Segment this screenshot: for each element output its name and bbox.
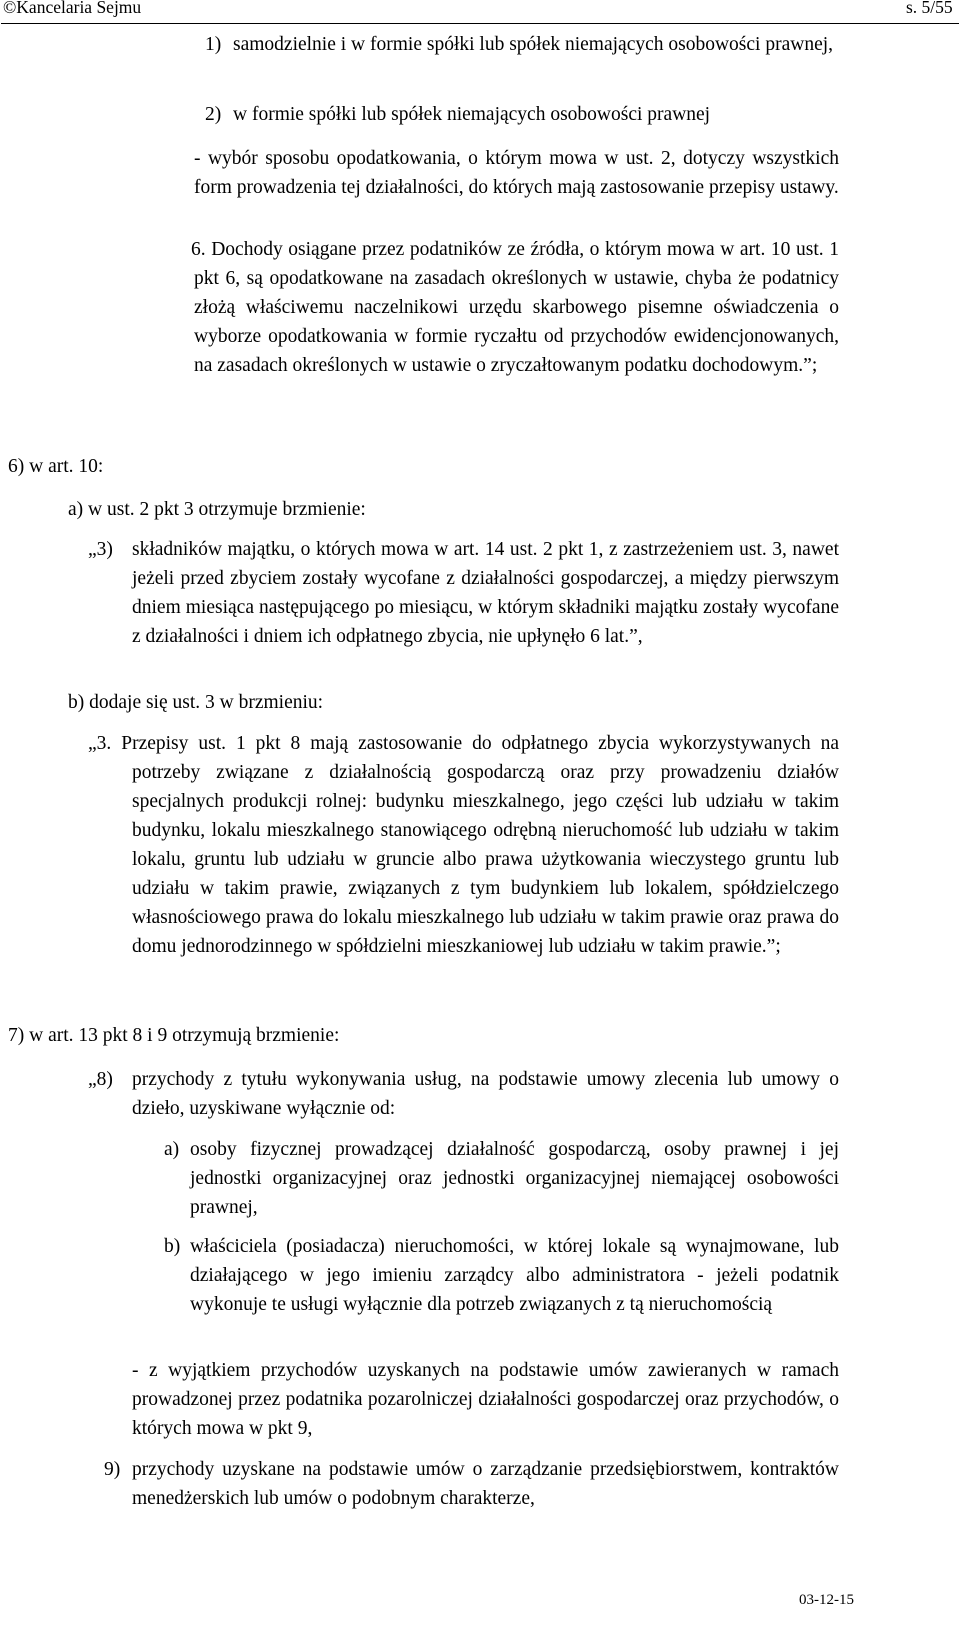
point-6b-heading: b) dodaje się ust. 3 w brzmieniu: — [68, 692, 324, 713]
paragraph-6: 6. Dochody osiągane przez podatników ze źródła, o którym mowa w art. 10 ust. 1 pkt 6, są opodatkowane na zasadach określonych w ustawie, chyba że podatnicy złożą właściwemu naczelnikowi urzędu skarbowego pisemne oświadczenia o wyborze opodatkowania w formie ryczałtu od przychodów ewidencjonowanych, na zasadach określonych w ustawie o zryczałtowanym podatku dochodowym.”; — [191, 239, 839, 376]
item-2-text: w formie spółki lub spółek niemających osobowości prawnej — [233, 104, 711, 125]
quote-ust-3-text: „3. Przepisy ust. 1 pkt 8 mają zastosowanie do odpłatnego zbycia wykorzystywanych na potrzeby związane z działalnością gospodarczą oraz przy prowadzeniu działów specjalnych produkcji rolnej: budynku mieszkalnego, jego części lub udziału w takim budynku, lokalu mieszkalnego stanowiącego odrębną nieruchomość lub udziału w takim lokalu, gruntu lub udziału w gruncie albo prawa użytkowania wieczystego gruntu lub udziału w takim prawie, związanych z tym budynkiem lub lokalem, spółdzielczego własnościowego prawa do lokalu mieszkalnego lub udziału w takim prawie oraz prawa do domu jednorodzinnego w spółdzielni mieszkaniowej lub udziału w takim prawie.”; — [88, 733, 839, 957]
point-6-heading: 6) w art. 10: — [8, 456, 104, 477]
point-7-heading: 7) w art. 13 pkt 8 i 9 otrzymują brzmienie: — [8, 1025, 340, 1046]
item-1-text: samodzielnie i w formie spółki lub spółek niemających osobowości prawnej, — [233, 34, 834, 55]
quote-ust-3 — [88, 729, 839, 961]
quote-3-number: „3) — [88, 539, 113, 560]
quote-8b-text: właściciela (posiadacza) nieruchomości, w której lokale są wynajmowane, lub działającego w jego imieniu zarządcy albo administratora - jeżeli podatnik wykonuje te usługi wyłącznie dla potrzeb związanych z tą nieruchomością — [190, 1236, 839, 1315]
quote-9-text: przychody uzyskane na podstawie umów o zarządzanie przedsiębiorstwem, kontraktów menedżerskich lub umów o podobnym charakterze, — [132, 1459, 839, 1509]
quote-8-text: przychody z tytułu wykonywania usług, na podstawie umowy zlecenia lub umowy o dzieło, uzyskiwane wyłącznie od: — [132, 1069, 839, 1119]
quote-8-dash: - z wyjątkiem przychodów uzyskanych na podstawie umów zawieranych w ramach prowadzonej przez podatnika pozarolniczej działalności gospodarczej oraz przychodów, o których mowa w pkt 9, — [132, 1360, 839, 1439]
item-2-number: 2) — [205, 104, 222, 125]
footer-date: 03-12-15 — [799, 1592, 854, 1608]
quote-8b-number: b) — [164, 1236, 181, 1257]
header-source: ©Kancelaria Sejmu — [3, 0, 142, 17]
header-divider — [1, 23, 959, 24]
quote-8a-text: osoby fizycznej prowadzącej działalność gospodarczą, osoby prawnej i jej jednostki organizacyjnej oraz jednostki organizacyjnej niemającej osobowości prawnej, — [190, 1139, 839, 1218]
quote-9-number: 9) — [104, 1459, 121, 1480]
quote-3-text: składników majątku, o których mowa w art. 14 ust. 2 pkt 1, z zastrzeżeniem ust. 3, nawet jeżeli przed zbyciem zostały wycofane z działalności gospodarczej, a między pierwszym dniem miesiąca następującego po miesiącu, w którym składniki majątku zostały wycofane z działalności i dniem ich odpłatnego zbycia, nie upłynęło 6 lat.”, — [132, 539, 839, 647]
point-6a-heading: a) w ust. 2 pkt 3 otrzymuje brzmienie: — [68, 499, 366, 520]
quote-8-number: „8) — [88, 1069, 113, 1090]
page-number: s. 5/55 — [906, 0, 953, 17]
item-1-number: 1) — [205, 34, 222, 55]
dash-paragraph: - wybór sposobu opodatkowania, o którym mowa w ust. 2, dotyczy wszystkich form prowadzenia tej działalności, do których mają zastosowanie przepisy ustawy. — [194, 148, 839, 198]
quote-8a-number: a) — [164, 1139, 180, 1160]
